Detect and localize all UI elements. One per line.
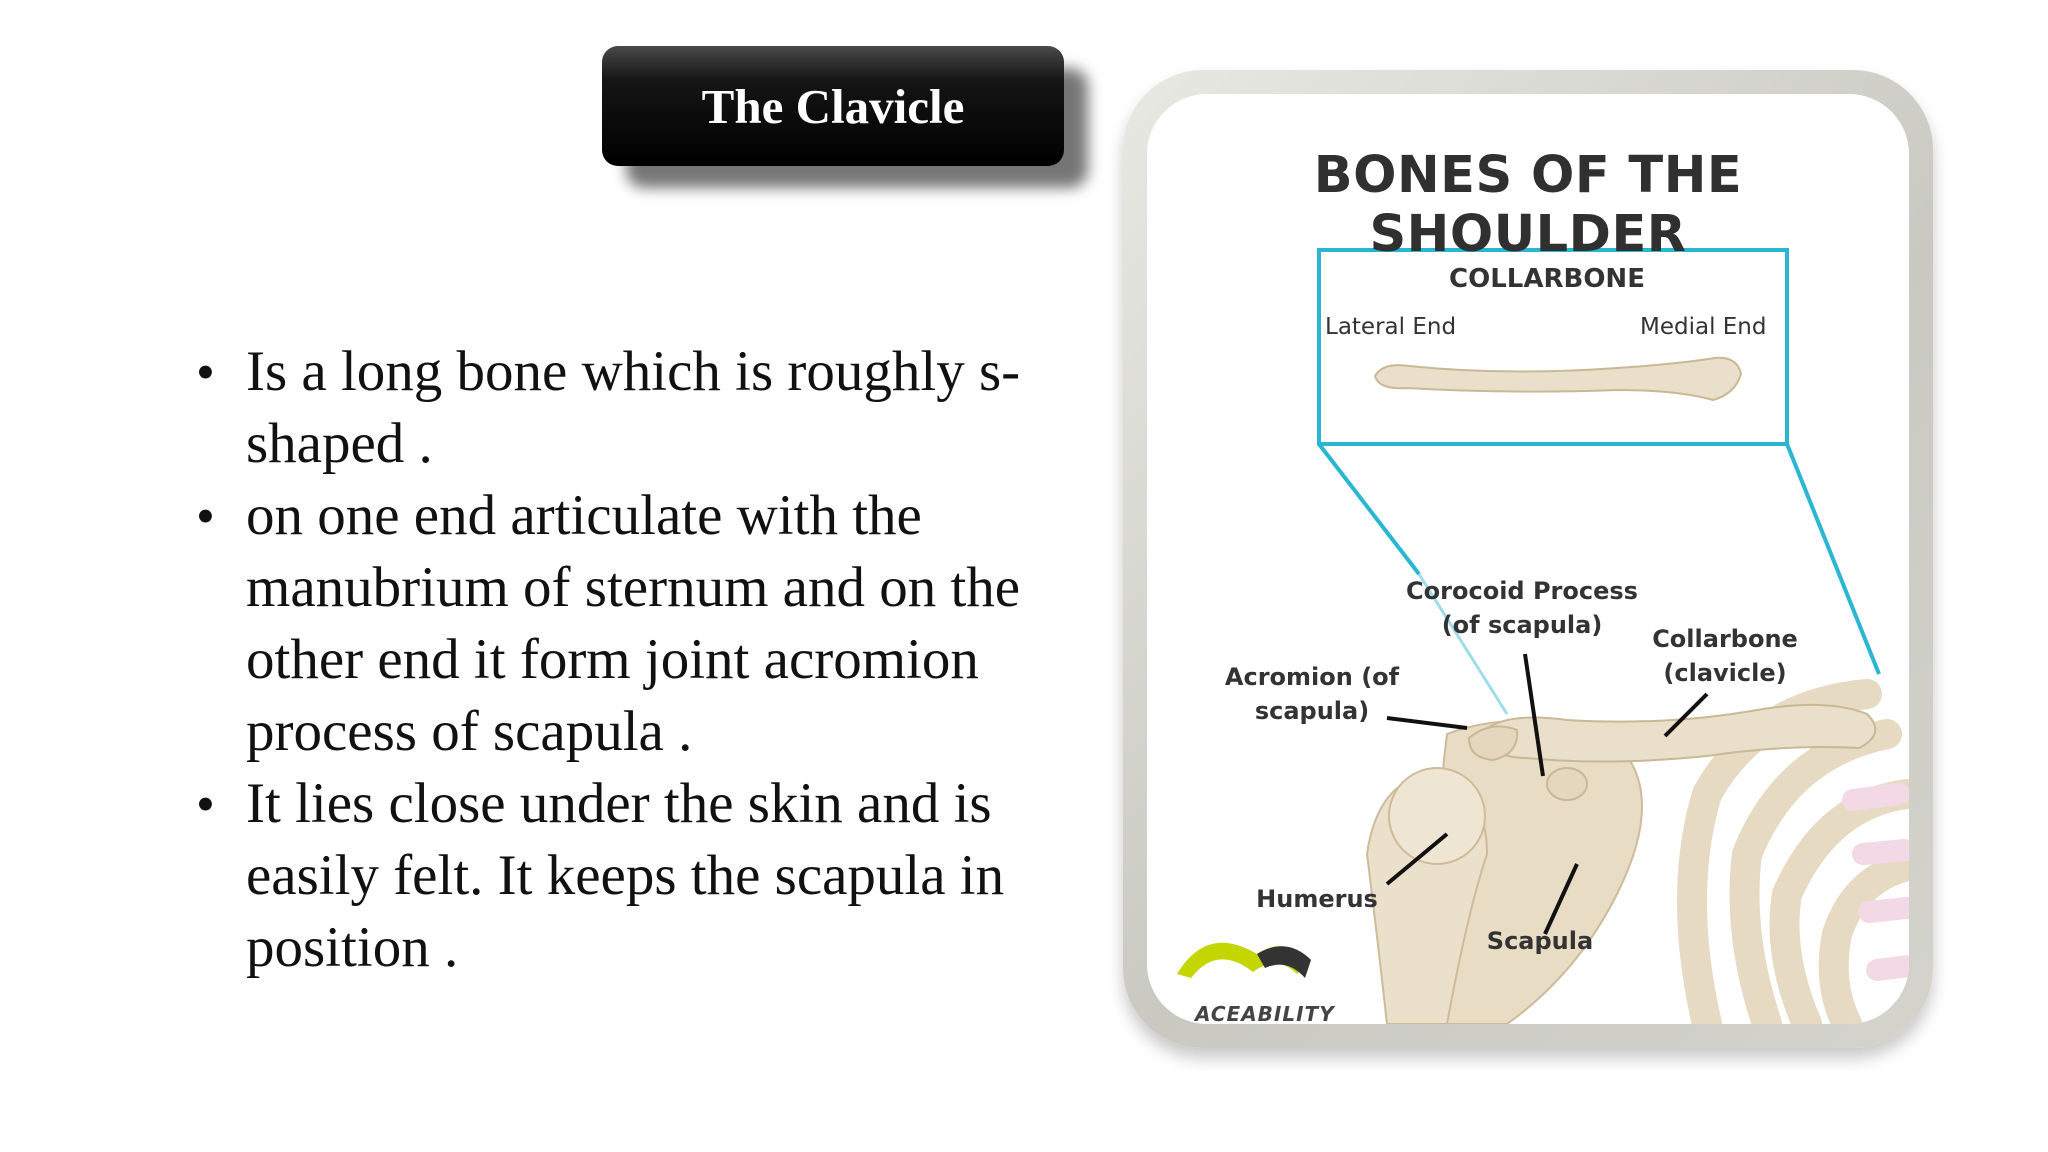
acromion-label: Acromion (of scapula) [1224, 663, 1400, 725]
inset-connector-left [1319, 444, 1419, 574]
scapula-label: Scapula [1486, 927, 1594, 955]
cartilage [1877, 966, 1909, 970]
cartilage [1863, 850, 1905, 854]
shoulder-figure [1147, 94, 1909, 1024]
corocoid-label: Corocoid Process (of scapula) [1406, 577, 1638, 639]
logo-text: ACEABILITY [1195, 1002, 1335, 1024]
slide-title: The Clavicle [602, 46, 1064, 166]
medial-end-label: Medial End [1640, 314, 1767, 340]
humerus-label: Humerus [1256, 885, 1378, 913]
bullet-item: • on one end articulate with the manubrium of sternum and on the other end it form joint acromion process of scapula . [196, 480, 1056, 768]
collarbone-label: Collarbone (clavicle) [1652, 625, 1798, 687]
shoulder-figure-frame [1123, 70, 1933, 1048]
humeral-head [1389, 768, 1485, 864]
cartilage [1853, 794, 1899, 800]
inset-title: COLLARBONE [1449, 264, 1645, 294]
clavicle-bone-inset [1375, 358, 1741, 400]
cartilage [1869, 908, 1907, 912]
logo-swoosh-dark [1257, 946, 1311, 978]
bullet-item: • It lies close under the skin and is easily felt. It keeps the scapula in position . [196, 768, 1056, 984]
rib [1834, 864, 1909, 1024]
figure-title: BONES OF THE SHOULDER [1313, 146, 1743, 264]
coracoid-bone [1547, 768, 1587, 800]
bullet-list [196, 336, 1056, 984]
lateral-end-label: Lateral End [1325, 314, 1457, 340]
bullet-item: • Is a long bone which is roughly s-shaped . [196, 336, 1056, 480]
